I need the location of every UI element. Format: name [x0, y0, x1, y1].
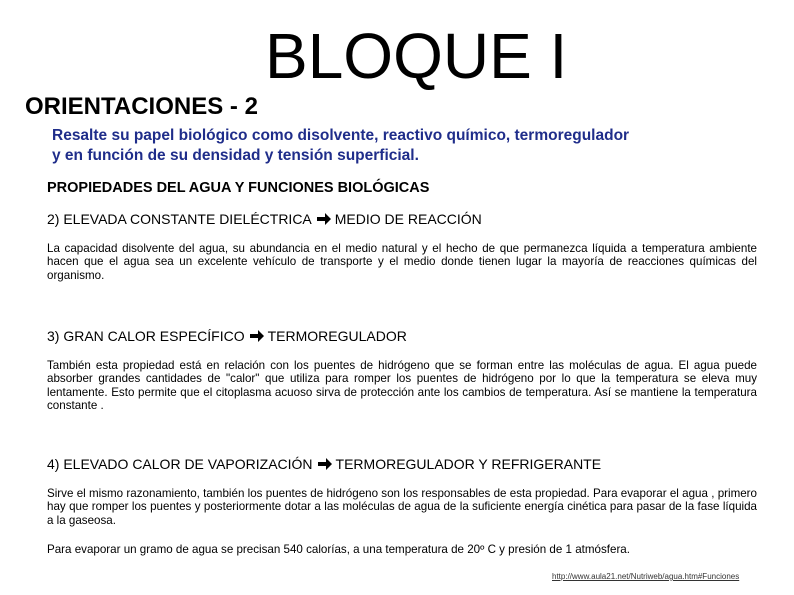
paragraph-vaporization: Sirve el mismo razonamiento, también los puentes de hidrógeno son los responsables de esta propiedad. Para evaporar el agua , primero hay que romper los puentes y posteriormente dotar a las moléculas de agua de la suficiente energía cinética para pasar de la fase líquida a la gaseosa.	[47, 487, 757, 527]
orientation-line: Resalte su papel biológico como disolvente, reactivo químico, termoregulador	[52, 127, 630, 144]
page-subtitle: ORIENTACIONES - 2	[25, 93, 258, 120]
paragraph-vaporization-2: Para evaporar un gramo de agua se precisan 540 calorías, a una temperatura de 20º C y presión de 1 atmósfera.	[47, 543, 630, 556]
paragraph-dielectric: La capacidad disolvente del agua, su abundancia en el medio natural y el hecho de que permanezca líquida a temperatura ambiente hacen que el agua sea un excelente vehículo de transporte y el medio donde tienen lugar la mayoría de reacciones químicas del organismo.	[47, 242, 757, 282]
page-title: BLOQUE I	[265, 20, 568, 92]
heading-left: 2) ELEVADA CONSTANTE DIELÉCTRICA	[47, 211, 312, 227]
heading-left: 3) GRAN CALOR ESPECÍFICO	[47, 328, 245, 344]
heading-vaporization	[47, 456, 601, 472]
heading-left: 4) ELEVADO CALOR DE VAPORIZACIÓN	[47, 456, 313, 472]
right-arrow-icon	[318, 458, 332, 470]
source-link[interactable]: http://www.aula21.net/Nutriweb/agua.htm#Funciones	[552, 572, 740, 581]
orientation-line: y en función de su densidad y tensión superficial.	[52, 147, 419, 164]
section-title: PROPIEDADES DEL AGUA Y FUNCIONES BIOLÓGICAS	[47, 180, 430, 196]
right-arrow-icon	[317, 213, 331, 225]
heading-right: TERMOREGULADOR Y REFRIGERANTE	[335, 456, 602, 472]
right-arrow-icon	[250, 330, 264, 342]
heading-specific-heat	[47, 328, 407, 344]
orientation-note	[52, 126, 772, 166]
heading-right: MEDIO DE REACCIÓN	[334, 211, 482, 227]
paragraph-specific-heat: También esta propiedad está en relación con los puentes de hidrógeno que se forman entre las moléculas de agua. El agua puede absorber grandes cantidades de "calor" que utiliza para romper los puentes de hidrógeno por lo que la temperatura se eleva muy lentamente. Esto permite que el citoplasma acuoso sirva de protección ante los cambios de temperatura. Así se mantiene la temperatura constante .	[47, 359, 757, 413]
heading-right: TERMOREGULADOR	[267, 328, 407, 344]
heading-dielectric	[47, 211, 482, 227]
